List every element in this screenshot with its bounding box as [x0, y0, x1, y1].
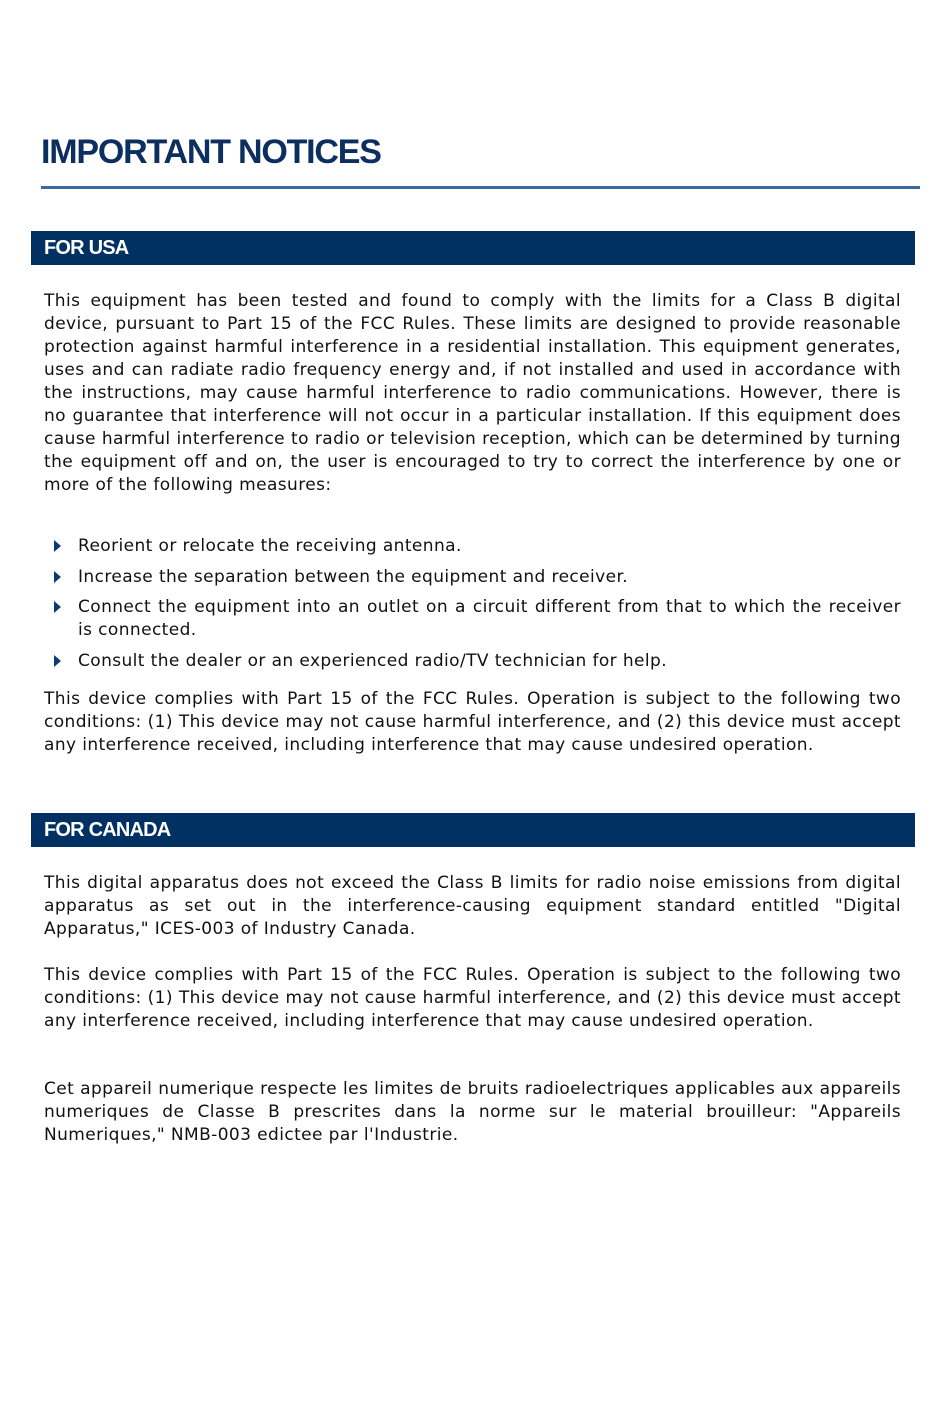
triangle-bullet-icon: [54, 601, 61, 613]
triangle-bullet-icon: [54, 655, 61, 667]
canada-paragraph-french: Cet appareil numerique respecte les limites de bruits radioelectriques applicables aux appareils numeriques de Classe B prescrites dans la norme sur le material brouilleur: "Appareils Numeriques," NMB-003 edictee par l'Industrie.: [44, 1079, 901, 1145]
section-heading-canada: FOR CANADA: [31, 813, 915, 847]
usa-measures-list: [44, 535, 901, 680]
usa-intro-paragraph: This equipment has been tested and found to comply with the limits for a Class B digital device, pursuant to Part 15 of the FCC Rules. These limits are designed to provide reasonable protection against harmful interference in a residential installation. This equipment generates, uses and can radiate radio frequency energy and, if not installed and used in accordance with the instructions, may cause harmful interference to radio communications. However, there is no guarantee that interference will not occur in a particular installation. If this equipment does cause harmful interference to radio or television reception, which can be determined by turning the equipment off and on, the user is encouraged to try to correct the interference by one or more of the following measures:: [44, 291, 901, 495]
title-divider: [41, 186, 920, 189]
section-heading-usa: FOR USA: [31, 231, 915, 265]
list-item: [44, 650, 901, 673]
canada-paragraph-fcc: This device complies with Part 15 of the FCC Rules. Operation is subject to the following two conditions: (1) This device may not cause harmful interference, and (2) this device must accept any interference received, including interference that may cause undesired operation.: [44, 965, 901, 1031]
triangle-bullet-icon: [54, 540, 61, 552]
triangle-bullet-icon: [54, 571, 61, 583]
measure-text: Consult the dealer or an experienced radio/TV technician for help.: [78, 650, 668, 671]
list-item: [44, 535, 901, 558]
list-item: [44, 596, 901, 642]
measure-text: Reorient or relocate the receiving antenna.: [78, 536, 462, 556]
usa-compliance-paragraph: This device complies with Part 15 of the FCC Rules. Operation is subject to the following two conditions: (1) This device may not cause harmful interference, and (2) this device must accept any interference received, including interference that may cause undesired operation.: [44, 689, 901, 755]
list-item: [44, 566, 901, 589]
measure-text: Increase the separation between the equipment and receiver.: [78, 566, 629, 587]
measure-text: Connect the equipment into an outlet on a circuit different from that to which the receiver is connected.: [78, 597, 901, 640]
page-title: IMPORTANT NOTICES: [41, 133, 381, 171]
canada-paragraph-ices: This digital apparatus does not exceed the Class B limits for radio noise emissions from digital apparatus as set out in the interference-causing equipment standard entitled "Digital Apparatus," ICES-003 of Industry Canada.: [44, 873, 901, 939]
